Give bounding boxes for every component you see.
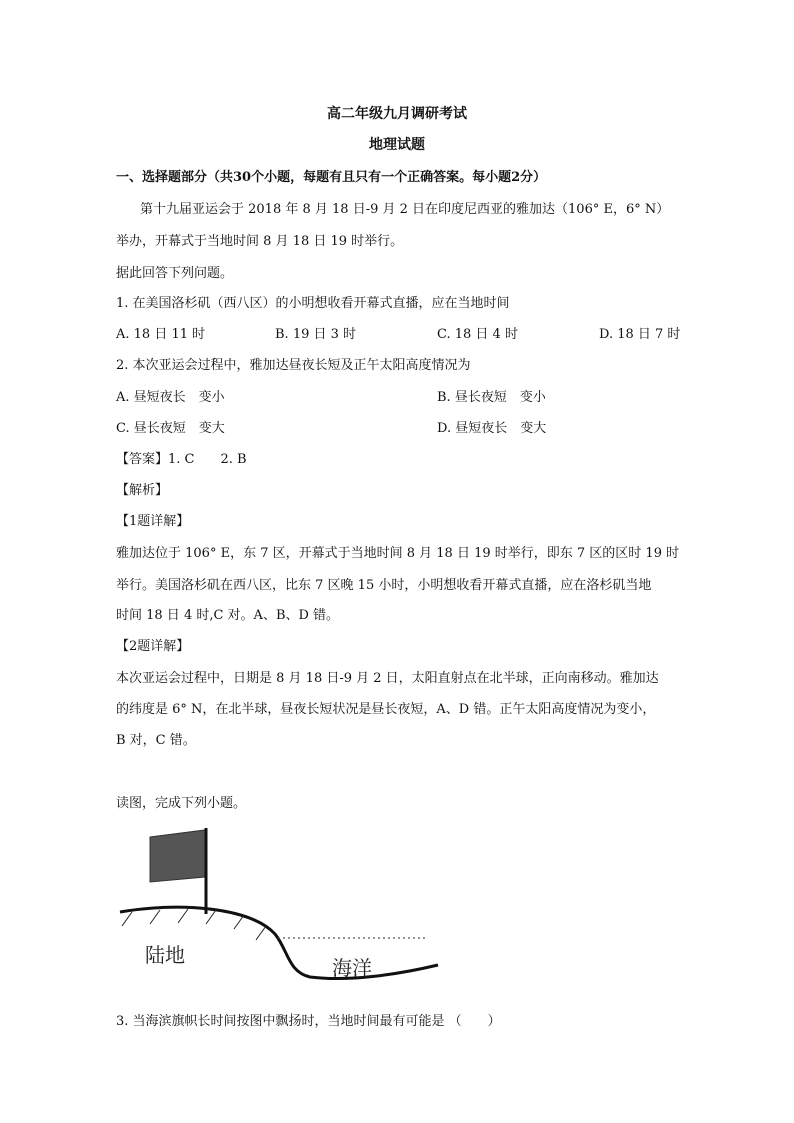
land-hatching <box>122 909 266 940</box>
question-2-option-b: B. 昼长夜短 变小 <box>437 390 546 405</box>
page-subtitle: 地理试题 <box>369 137 425 153</box>
detail-2-line-3: B 对，C 错。 <box>116 733 196 748</box>
detail-1-line-1: 雅加达位于 106° E，东 7 区，开幕式于当地时间 8 月 18 日 19 时举行，即东 7 区的区时 19 时 <box>116 546 680 561</box>
question-1-option-c: C. 18 日 4 时 <box>437 327 518 342</box>
coast-flag-figure <box>110 822 450 987</box>
question-2-option-a: A. 昼短夜长 变小 <box>116 390 225 405</box>
detail-1-line-3: 时间 18 日 4 时,C 对。A、B、D 错。 <box>116 608 340 623</box>
passage-line-2: 举办，开幕式于当地时间 8 月 18 日 19 时举行。 <box>116 234 404 249</box>
question-2-option-c: C. 昼长夜短 变大 <box>116 421 225 436</box>
page-title: 高二年级九月调研考试 <box>327 106 467 122</box>
question-1-option-b: B. 19 日 3 时 <box>275 327 357 342</box>
passage-line-1: 第十九届亚运会于 2018 年 8 月 18 日-9 月 2 日在印度尼西亚的雅加达（106° E，6° N） <box>140 202 670 217</box>
detail-2-label: 【2题详解】 <box>116 639 190 654</box>
figure-intro: 读图，完成下列小题。 <box>116 796 247 811</box>
question-2-option-d: D. 昼短夜长 变大 <box>437 421 547 436</box>
detail-2-line-1: 本次亚运会过程中，日期是 8 月 18 日-9 月 2 日，太阳直射点在北半球，正向南移动。雅加达 <box>116 671 659 686</box>
passage-line-3: 据此回答下列问题。 <box>116 266 234 281</box>
flag-icon <box>150 830 205 882</box>
question-1-stem: 1. 在美国洛杉矶（西八区）的小明想收看开幕式直播，应在当地时间 <box>116 296 510 311</box>
question-1-option-d: D. 18 日 7 时 <box>599 327 681 342</box>
section-heading: 一、选择题部分（共30个小题，每题有且只有一个正确答案。每小题2分） <box>116 170 547 185</box>
detail-1-label: 【1题详解】 <box>116 514 190 529</box>
answer-line: 【答案】1. C 2. B <box>116 452 247 467</box>
analysis-label: 【解析】 <box>116 483 169 498</box>
question-3-stem: 3. 当海滨旗帜长时间按图中飘扬时，当地时间最有可能是 （ ） <box>116 1014 501 1029</box>
detail-2-line-2: 的纬度是 6° N，在北半球，昼夜长短状况是昼长夜短，A、D 错。正午太阳高度情况为变小， <box>116 702 656 717</box>
sea-label: 海洋 <box>332 956 372 980</box>
land-label: 陆地 <box>145 943 185 967</box>
question-2-stem: 2. 本次亚运会过程中，雅加达昼夜长短及正午太阳高度情况为 <box>116 358 471 373</box>
question-1-option-a: A. 18 日 11 时 <box>116 327 206 342</box>
detail-1-line-2: 举行。美国洛杉矶在西八区，比东 7 区晚 15 小时，小明想收看开幕式直播，应在洛杉矶当地 <box>116 578 652 593</box>
